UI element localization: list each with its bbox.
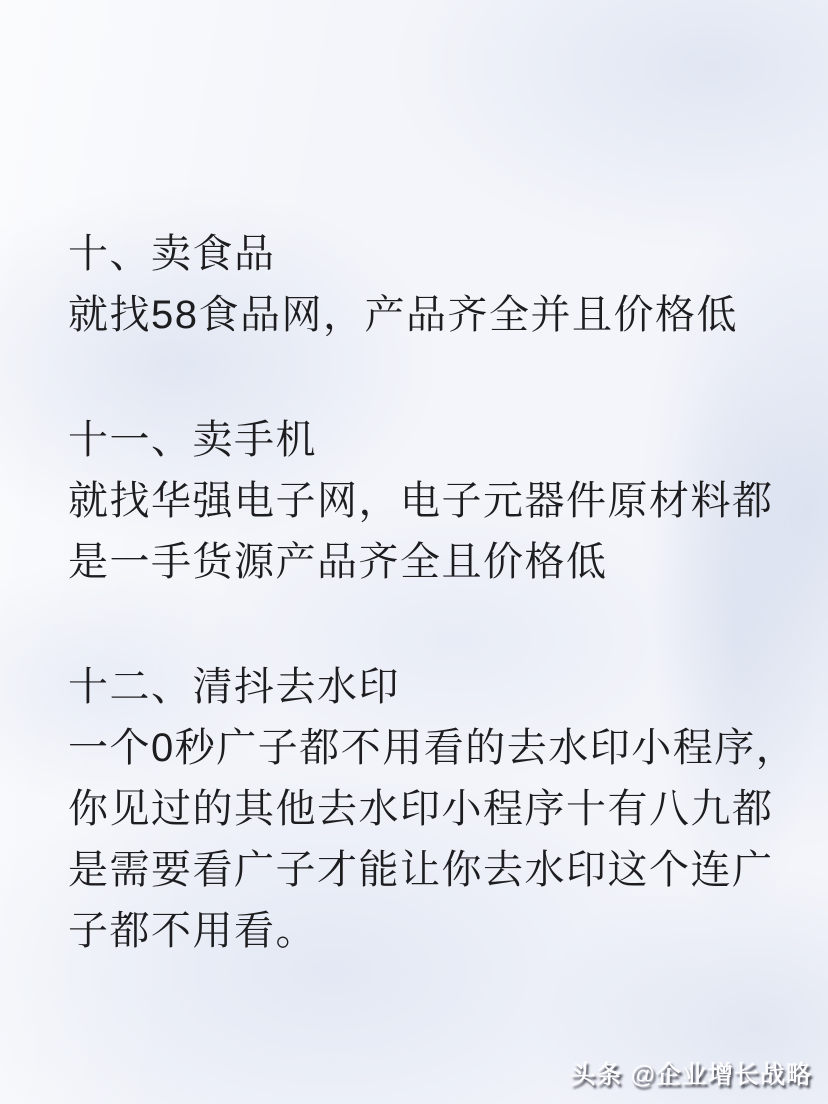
section-heading: 十一、卖手机 xyxy=(68,418,317,462)
section-body-line: 你见过的其他去水印小程序十有八九都 xyxy=(68,787,774,831)
section-body-line: 一个0秒广子都不用看的去水印小程序， xyxy=(68,726,798,770)
section-body-line: 是需要看广子才能让你去水印这个连广 xyxy=(68,848,774,892)
section-body-line: 就找58食品网，产品齐全并且价格低 xyxy=(68,293,738,337)
section-heading: 十二、清抖去水印 xyxy=(68,665,400,709)
section-sell-food xyxy=(68,224,788,346)
section-body-line: 子都不用看。 xyxy=(68,909,317,953)
section-watermark-remover xyxy=(68,657,798,962)
section-heading: 十、卖食品 xyxy=(68,232,276,276)
text-card-content xyxy=(68,224,798,1026)
section-body-line: 就找华强电子网，电子元器件原材料都 xyxy=(68,479,774,523)
section-body-line: 是一手货源产品齐全且价格低 xyxy=(68,540,608,584)
section-sell-phones xyxy=(68,410,788,593)
toutiao-watermark: 头条 @企业增长战略 xyxy=(570,1061,812,1089)
